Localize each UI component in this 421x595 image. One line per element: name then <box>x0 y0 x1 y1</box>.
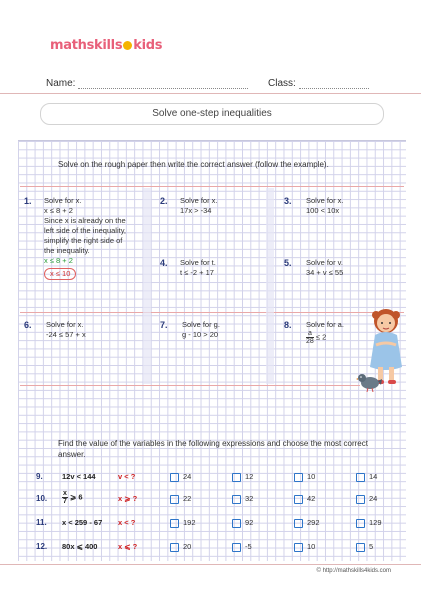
checkbox-icon[interactable] <box>170 473 179 482</box>
instruction-text: Solve on the rough paper then write the correct answer (follow the example). <box>58 160 329 169</box>
answer-option[interactable] <box>232 518 253 528</box>
problem-expression: 17x > -34 <box>180 206 212 215</box>
problem-number: 2. <box>160 196 168 206</box>
problem-number: 7. <box>160 320 168 330</box>
logo-text-2: kids <box>133 38 163 53</box>
part2-instruction: Find the value of the variables in the following expressions and choose the most correct answer. <box>58 439 368 459</box>
problem-prompt: Solve for x. <box>306 196 344 205</box>
problem-6[interactable] <box>46 320 86 340</box>
fraction-denominator: 7 <box>63 498 67 505</box>
option-label: 20 <box>183 542 192 551</box>
answer-option[interactable] <box>170 472 191 482</box>
name-label: Name: <box>46 78 76 89</box>
question-number: 10. <box>36 494 48 503</box>
problem-expression: t ≤ -2 + 17 <box>180 268 214 277</box>
checkbox-icon[interactable] <box>294 473 303 482</box>
question-ask: x < ? <box>118 518 136 527</box>
worksheet-title: Solve one-step inequalities <box>40 103 384 125</box>
answer-option[interactable] <box>294 494 315 504</box>
problem-number: 5. <box>284 258 292 268</box>
answer-option[interactable] <box>170 542 191 552</box>
problem-number: 6. <box>24 320 32 330</box>
row-divider-1 <box>20 186 404 187</box>
answer-option[interactable] <box>170 518 196 528</box>
problem-expression: x ≤ 8 + 2 <box>44 206 73 215</box>
explanation-line: simplify the right side of <box>44 236 123 245</box>
option-label: 32 <box>245 494 254 503</box>
logo-sun-icon <box>123 41 132 50</box>
explanation-line: the inequality. <box>44 246 90 255</box>
problem-number: 1. <box>24 196 32 206</box>
explanation-line: left side of the inequality, <box>44 226 126 235</box>
problem-number: 8. <box>284 320 292 330</box>
row-divider-2 <box>20 312 404 313</box>
question-expression: x < 259 - 67 <box>62 518 103 527</box>
row-divider-3 <box>20 385 360 386</box>
name-field[interactable] <box>46 78 248 89</box>
question-ask: x ⩾ ? <box>118 494 138 503</box>
problem-8[interactable] <box>306 320 344 345</box>
option-label: 5 <box>369 542 374 551</box>
problem-prompt: Solve for x. <box>46 320 84 329</box>
fraction-numerator: a <box>307 330 312 337</box>
checkbox-icon[interactable] <box>232 519 241 528</box>
checkbox-icon[interactable] <box>232 495 241 504</box>
checkbox-icon[interactable] <box>294 519 303 528</box>
checkbox-icon[interactable] <box>294 495 303 504</box>
checkbox-icon[interactable] <box>170 543 179 552</box>
problem-3[interactable] <box>306 196 344 216</box>
footer-divider <box>0 564 421 565</box>
checkbox-icon[interactable] <box>170 519 179 528</box>
fraction <box>306 330 314 345</box>
option-label: 129 <box>369 518 382 527</box>
answer-option[interactable] <box>356 494 377 504</box>
option-label: 10 <box>307 472 316 481</box>
option-label: 12 <box>245 472 254 481</box>
logo-text-1: mathskills <box>50 38 123 53</box>
question-number: 11. <box>36 518 47 527</box>
problem-1 <box>44 196 144 280</box>
answer-option[interactable] <box>232 494 253 504</box>
question-expression: 80x ⩽ 400 <box>62 542 98 551</box>
checkbox-icon[interactable] <box>232 473 241 482</box>
problem-expression <box>306 330 344 345</box>
fraction-numerator: x <box>63 490 67 497</box>
problem-expression: 100 < 10x <box>306 206 340 215</box>
question-expression <box>62 490 83 505</box>
answer-option[interactable] <box>356 518 382 528</box>
site-logo <box>50 38 162 53</box>
answer-option[interactable] <box>170 494 191 504</box>
checkbox-icon[interactable] <box>170 495 179 504</box>
fraction <box>62 490 68 505</box>
problem-prompt: Solve for a. <box>306 320 344 329</box>
problem-prompt: Solve for x. <box>44 196 82 205</box>
problem-7[interactable] <box>182 320 220 340</box>
option-label: 14 <box>369 472 378 481</box>
problem-prompt: Solve for v. <box>306 258 343 267</box>
name-line[interactable] <box>78 79 248 89</box>
problem-2[interactable] <box>180 196 218 216</box>
checkbox-icon[interactable] <box>356 543 365 552</box>
option-label: 10 <box>307 542 316 551</box>
option-label: 24 <box>369 494 378 503</box>
problem-number: 3. <box>284 196 292 206</box>
example-answer: x ≤ 10 <box>44 268 76 280</box>
option-label: -5 <box>245 542 252 551</box>
class-field[interactable] <box>268 78 369 89</box>
inequality-rest: ≤ 2 <box>315 332 327 342</box>
question-expression: 12v < 144 <box>62 472 96 481</box>
header-divider <box>0 93 421 94</box>
question-ask: v < ? <box>118 472 136 481</box>
answer-option[interactable] <box>294 518 320 528</box>
question-number: 12. <box>36 542 48 551</box>
problem-expression: -24 ≤ 57 + x <box>46 330 86 339</box>
problem-prompt: Solve for x. <box>180 196 218 205</box>
checkbox-icon[interactable] <box>294 543 303 552</box>
option-label: 192 <box>183 518 196 527</box>
answer-option[interactable] <box>232 472 253 482</box>
column-band-1 <box>143 188 151 384</box>
problem-prompt: Solve for t. <box>180 258 216 267</box>
question-number: 9. <box>36 472 43 481</box>
problem-4[interactable] <box>180 258 216 278</box>
problem-expression: g - 10 > 20 <box>182 330 219 339</box>
answer-option[interactable] <box>356 542 373 552</box>
problem-5[interactable] <box>306 258 343 278</box>
example-working: x ≤ 8 + 2 <box>44 256 73 265</box>
checkbox-icon[interactable] <box>356 495 365 504</box>
inequality-rest: ⩾ 6 <box>70 492 83 502</box>
option-label: 42 <box>307 494 316 503</box>
checkbox-icon[interactable] <box>356 473 365 482</box>
footer-url[interactable]: © http://mathskills4kids.com <box>316 568 391 574</box>
answer-option[interactable] <box>232 542 252 552</box>
problem-prompt: Solve for g. <box>182 320 220 329</box>
class-label: Class: <box>268 78 296 89</box>
answer-option[interactable] <box>294 472 315 482</box>
checkbox-icon[interactable] <box>356 519 365 528</box>
class-line[interactable] <box>299 79 369 89</box>
answer-option[interactable] <box>356 472 377 482</box>
option-label: 24 <box>183 472 192 481</box>
column-band-2 <box>266 188 274 384</box>
problem-expression: 34 + v ≤ 55 <box>306 268 344 277</box>
question-ask: x ⩽ ? <box>118 542 138 551</box>
pigeon-illustration <box>356 372 382 392</box>
explanation-line: Since x is already on the <box>44 216 126 225</box>
problem-number: 4. <box>160 258 168 268</box>
checkbox-icon[interactable] <box>232 543 241 552</box>
answer-option[interactable] <box>294 542 315 552</box>
option-label: 22 <box>183 494 192 503</box>
fraction-denominator: 28 <box>306 338 314 345</box>
option-label: 92 <box>245 518 254 527</box>
option-label: 292 <box>307 518 320 527</box>
